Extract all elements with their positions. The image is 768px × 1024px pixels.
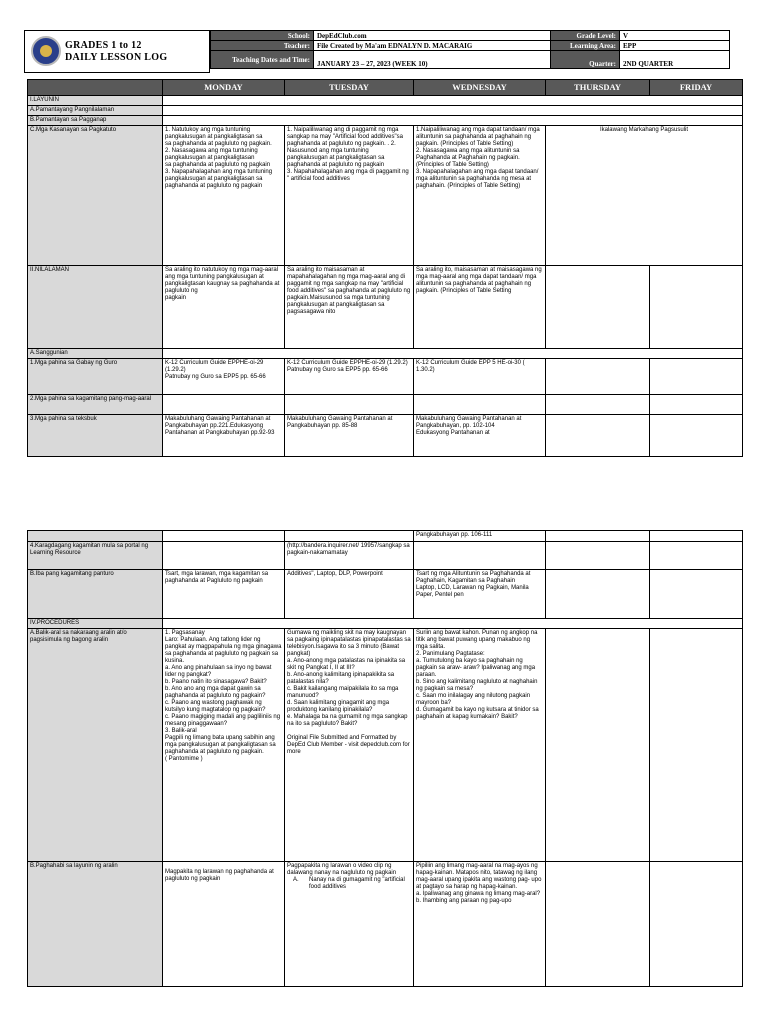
dates-label: Teaching Dates and Time: <box>211 51 314 69</box>
school-value: DepEdClub.com <box>314 31 551 41</box>
section-sanggunian-span <box>163 349 743 359</box>
grade-value: V <box>620 31 730 41</box>
section-layunin-span <box>163 96 743 106</box>
kasanayan-thursday-friday: Ikalawang Markahang Pagsusulit <box>546 126 743 266</box>
row-label-teksbuk: 3.Mga pahina sa teksbuk <box>28 415 163 457</box>
day-header-tuesday: TUESDAY <box>285 80 414 96</box>
lr-monday <box>163 542 285 570</box>
grade-label: Grade Level: <box>551 31 620 41</box>
quarter-value: 2ND QUARTER <box>620 51 730 69</box>
gabay-monday: K-12 Curriculum Guide EPPHE-oi-29 (1.29.2) Patnubay ng Guro sa EPP5 pp. 65-66 <box>163 359 285 395</box>
balik-aral-monday: 1. Pagsasanay Laro: Pahulaan. Ang tatlong lider ng pangkat ay magpapahula ng mga ginagawa sa paghahanda at pagluluto ng pagkain sa kusina. a. Ano ang pinahulaan sa inyo ng bawat lider ng pangkat? b. Paano natin ito sinasagawa? Bakit? b. Ano ano ang mga dapat gawin sa paghahanda at pagluluto ng pagkain? c. Paano ang wastong paghawak ng kutsilyo kung magtatalop ng pagkain? c. Paano magiging madali ang pagliliniis ng mesang pinaggawaan? 3. Balik-aral Pagpili ng limang bata upang sabihin ang mga pangkalusugan at pangkaligtasan sa paghahanda at pagluluto ng pagkain. ( Pantomime ) <box>163 629 285 862</box>
row-label-kasanayan: C.Mga Kasanayan sa Pagkatuto <box>28 126 163 266</box>
deped-seal-icon <box>31 36 61 66</box>
lr-tuesday: (http://bandera.inquirer.net/ 19957/sangkap sa pagkain-nakamamatay <box>285 542 414 570</box>
teacher-value: File Created by Ma'am EDNALYN D. MACARAIG <box>314 41 551 51</box>
iba-thursday <box>546 570 650 619</box>
paghahabi-tuesday-intro: Pagpapakita ng larawan o video clip ng dalawang nanay na nagluluto ng pagkain <box>287 863 397 876</box>
teacher-label: Teacher: <box>211 41 314 51</box>
iba-monday: Tsart, mga larawan, mga kagamitan sa paghahanda at Pagluluto ng pagkain <box>163 570 285 619</box>
gabay-tuesday: K-12 Curriculum Guide EPPHE-oi-29 (1.29.2) Patnubay ng Guro sa EPP5 pp. 65-66 <box>285 359 414 395</box>
kagamitang-wednesday <box>414 395 546 415</box>
nilalaman-friday <box>650 266 743 349</box>
balik-aral-friday <box>650 629 743 862</box>
paghahabi-tuesday-item-text: Nanay na di gumagamit ng "artificial food additives <box>309 877 405 890</box>
teksbuk-tuesday: Makabuluhang Gawaing Pantahanan at Pangkabuhayan pp. 85-88 <box>285 415 414 457</box>
lr-friday <box>650 542 743 570</box>
paghahabi-monday: Magpakita ng larawan ng paghahanda at pagluluto ng pagkain <box>163 862 285 987</box>
nilalaman-thursday <box>546 266 650 349</box>
teksbuk-cont-friday <box>650 531 743 542</box>
section-procedures-span <box>163 619 743 629</box>
iba-friday <box>650 570 743 619</box>
row-label-nilalaman: II.NILALAMAN <box>28 266 163 349</box>
dll-header <box>24 30 744 74</box>
logo-box <box>24 30 210 73</box>
day-header-wednesday: WEDNESDAY <box>414 80 546 96</box>
teksbuk-monday: Makabuluhang Gawaing Pantahanan at Pangkabuhayan pp.221.Edukasyong Pantahanan at Pangkabuhayan pp.92-93 <box>163 415 285 457</box>
document-page-2 <box>0 530 768 1024</box>
day-header-thursday: THURSDAY <box>546 80 650 96</box>
teksbuk-friday <box>650 415 743 457</box>
logo-title-line1: GRADES 1 to 12 <box>65 40 142 51</box>
kagamitang-thursday <box>546 395 650 415</box>
row-label-gabay-ng-guro: 1.Mga pahina sa Gabay ng Guro <box>28 359 163 395</box>
row-label-balik-aral: A.Balik-aral sa nakaraang aralin at/o pagsisimula ng bagong aralin <box>28 629 163 862</box>
teksbuk-cont-monday <box>163 531 285 542</box>
section-sanggunian: A.Sanggunian <box>28 349 163 359</box>
kagamitang-friday <box>650 395 743 415</box>
nilalaman-wednesday: Sa araling ito, maisasaman at maisasagawa ng mga mag-aaral ang mga dapat tandaan/ mga alituntunin sa paghahanda at paghahain ng pagkain. (Principles of Table Setting <box>414 266 546 349</box>
area-label: Learning Area: <box>551 41 620 51</box>
kasanayan-monday: 1. Natutukoy ang mga tuntuning pangkalusugan at pangkaligtasan sa sa paghahanda at pagluluto ng pagkain. 2. Nasasagawa ang mga tuntuning pangkalusugan at pangkaligtasan sa paghahanda at pagluluto ng pagkain 3. Napapahalagahan ang mga tuntuning pangkalusugan at pangkaligtasan sa paghahanda at pagluluto ng pagkain <box>163 126 285 266</box>
teksbuk-cont-wednesday: Pangkabuhayan pp. 106-111 <box>414 531 546 542</box>
iba-tuesday: Additives", Laptop, DLP, Powerpoint <box>285 570 414 619</box>
balik-aral-wednesday: Suriin ang bawat kahon. Punan ng angkop na titik ang bawat puwang upang makabuo ng mga salita. 2. Panimulang Pagtatase: a. Tumutulong ba kayo sa paghahain ng pagkain sa araw- araw? Ipaliwanag ang mga paraan. b. Sino ang kalimitang nagluluto at naghahain ng pagkain sa mesa? c. Saan mo inilalagay ang nilutong pagkain mayroon ba? d. Gumagamit ba kayo ng kutsara at tinidor sa paghahain at kapag kumakain? Bakit? <box>414 629 546 862</box>
gabay-friday <box>650 359 743 395</box>
teksbuk-thursday <box>546 415 650 457</box>
section-layunin: I.LAYUNIN <box>28 96 163 106</box>
page-gap <box>0 470 768 530</box>
lr-wednesday <box>414 542 546 570</box>
gabay-wednesday: K-12 Curriculum Guide EPP 5 HE-oi-30 ( 1.30.2) <box>414 359 546 395</box>
row-label-pamantayang-pangnilalaman: A.Pamantayang Pangnilalaman <box>28 106 163 116</box>
header-info-table <box>210 30 730 69</box>
row-pamantayang-pangnilalaman-span <box>163 106 743 116</box>
row-label-learning-resource: 4.Karagdagang kagamitan mula sa portal ng Learning Resource <box>28 542 163 570</box>
kagamitang-tuesday <box>285 395 414 415</box>
balik-aral-thursday <box>546 629 650 862</box>
nilalaman-tuesday: Sa araling ito maisasaman at mapahahalagahan ng mga mag-aaral ang di paggamit ng mga sangkap na may "artificial food additives" sa paghahanda at pagluluto ng pagkain.Maisusunod sa mga tuntuning pangkalusugan at pangkaligtasan sa pagsasagawa nito <box>285 266 414 349</box>
gabay-thursday <box>546 359 650 395</box>
document-page-1 <box>0 0 768 470</box>
school-label: School: <box>211 31 314 41</box>
row-label-teksbuk-cont <box>28 531 163 542</box>
day-header-friday: FRIDAY <box>650 80 743 96</box>
teksbuk-cont-thursday <box>546 531 650 542</box>
lesson-log-table-continued <box>27 530 743 987</box>
teksbuk-wednesday: Makabuluhang Gawaing Pantahanan at Pangkabuhayan, pp. 102-104 Edukasyong Pantahanan at <box>414 415 546 457</box>
row-label-kagamitang-pang-mag-aaral: 2.Mga pahina sa kagamitang pang-mag-aaral <box>28 395 163 415</box>
area-value: EPP <box>620 41 730 51</box>
lr-thursday <box>546 542 650 570</box>
lesson-log-table <box>27 79 743 457</box>
kasanayan-wednesday: 1.Naipaliliwanag ang mga dapat tandaan/ mga alituntunin sa paghahanda at paghahain ng pagkain. (Principles of Table Setting) 2. Nasasagawa ang mga alituntunin sa Paghahanda at Paghahain ng pagkain. (Principles of Table Setting) 3. Napapahalagahan ang mga dapat tandaan/ mga alituntunin sa paghahanda ng mesa at paghahain. (Principles of Table Setting) <box>414 126 546 266</box>
row-pamantayan-sa-pagganap-span <box>163 116 743 126</box>
logo-title-line2: DAILY LESSON LOG <box>65 52 168 63</box>
paghahabi-thursday <box>546 862 650 987</box>
teksbuk-cont-tuesday <box>285 531 414 542</box>
nilalaman-monday: Sa araling ito natutukoy ng mga mag-aaral ang mga tuntuning pangkalusugan at pangkaligtasan kaugnay sa paghahanda at pagluluto ng pagkain <box>163 266 285 349</box>
kagamitang-monday <box>163 395 285 415</box>
paghahabi-tuesday-list-item <box>287 877 411 891</box>
dates-value: JANUARY 23 – 27, 2023 (WEEK 10) <box>314 51 551 69</box>
paghahabi-friday <box>650 862 743 987</box>
row-label-paghahabi: B.Paghahabi sa layunin ng aralin <box>28 862 163 987</box>
paghahabi-tuesday <box>285 862 414 987</box>
list-marker-a: A. <box>293 877 299 883</box>
paghahabi-wednesday: Pipiliin ang limang mag-aaral na mag-ayos ng hapag-kainan. Matapos nito, tatawag ng ilang mag-aaral upang ipakita ang wastong pag- upo at pagtayo sa harap ng hapag-kainan. a. Ipaliwanag ang ginawa ng limang mag-aral? b. Ihambing ang paraan ng pag-upo <box>414 862 546 987</box>
section-procedures: IV.PROCEDURES <box>28 619 163 629</box>
balik-aral-tuesday: Gumawa ng maikling skit na may kaugnayan sa pagkaing ipinapatalastas ipinapatalastas sa telebisyon.Isagawa ito sa 3 minuto (Bawat pangkat) a. Ano-anong mga patalastas na ipinakita sa skit ng Pangkat I, II at III? b. Ano-anong kalimitang ipinapakikita sa patalastas nila? c. Bakit kailangang maipakilala ito sa mga manunuod? d. Saan kalimitang ginagamit ang mga produktong kanilang ipinakilala? e. Mahalaga ba na gumamit ng mga sangkap na ito sa pagluluto? Bakit? Original File Submitted and Formatted by DepEd Club Member - visit depedclub.com for more <box>285 629 414 862</box>
kasanayan-tuesday: 1. Naipaliliwanag ang di paggamit ng mga sangkap na may "Artificial food additives"sa paghahanda at pagluluto ng pagkain. . 2. Nasusunod ang mga tuntuning pangkalusugan at pangkaligtasan sa paghahanda at pagluluto ng pagkain 3. Napahahalagahan ang mga di paggamit ng " artificial food additives <box>285 126 414 266</box>
row-label-iba-pang-kagamitan: B.Iba pang kagamitang panturo <box>28 570 163 619</box>
iba-wednesday: Tsart ng mga Alituntunin sa Paghahanda at Paghahain, Kagamitan sa Paghahain Laptop, LCD, Larawan ng Pagkain, Manila Paper, Pentel pen <box>414 570 546 619</box>
row-label-pamantayan-sa-pagganap: B.Pamantayan sa Pagganap <box>28 116 163 126</box>
day-header-monday: MONDAY <box>163 80 285 96</box>
corner-header <box>28 80 163 96</box>
quarter-label: Quarter: <box>551 51 620 69</box>
